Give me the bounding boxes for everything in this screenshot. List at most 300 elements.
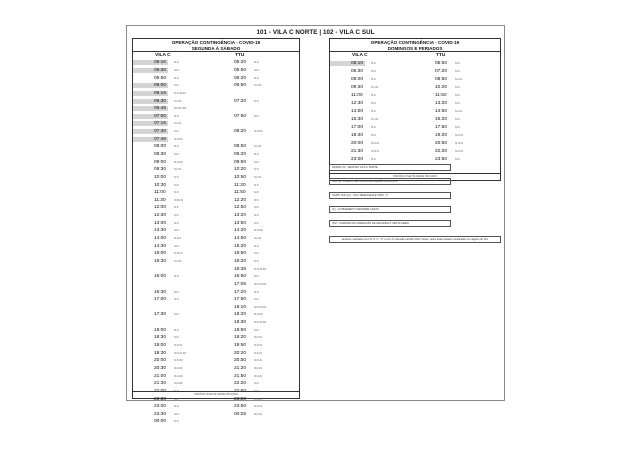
weekday-ttu-route-code: IC-N-S-SV [254, 321, 267, 325]
weekday-vila-c-row [133, 372, 213, 380]
weekday-ttu-route-code: IC-N-S [254, 351, 262, 355]
weekend-vila-c-time: 21:30 [351, 149, 364, 155]
weekend-vila-c-route-code: IC-N-S [371, 141, 379, 145]
weekday-vila-c-row [133, 135, 213, 143]
weekday-ttu-row [213, 143, 299, 151]
legend-note-norte: NORTE (N) - SENTIDO VILA C NORTE [329, 164, 451, 171]
weekday-ttu-row [213, 74, 299, 82]
weekday-col-ttu [213, 53, 299, 426]
timetable-sheet [126, 25, 505, 425]
weekend-ttu-row [414, 59, 500, 67]
weekday-ttu-row [213, 59, 299, 67]
weekday-ttu-row [213, 128, 299, 136]
weekday-ttu-route-code: IC-N-S [254, 366, 262, 370]
weekday-vila-c-route-code: N-S-SV [174, 160, 183, 164]
weekday-vila-c-route-code: S-C-N [174, 99, 182, 103]
weekday-vila-c-time: 12:00 [154, 205, 167, 211]
weekday-ttu-time: 06:50 [234, 83, 247, 89]
weekend-ttu-route-code: S-C-N [455, 109, 463, 113]
weekday-vila-c-time: 14:30 [154, 243, 167, 249]
weekday-vila-c-time: 17:00 [154, 297, 167, 303]
weekday-ttu-time: 18:20 [234, 312, 247, 318]
weekday-ttu-route-code: IC-N-S-SV [254, 282, 267, 286]
weekday-vila-c-time: 21:30 [154, 381, 167, 387]
weekday-ttu-row [213, 410, 299, 418]
weekend-vila-c-time: 14:00 [351, 108, 364, 114]
weekday-vila-c-route-code: N-S [174, 114, 179, 118]
weekday-vila-c-row [133, 395, 213, 403]
weekday-vila-c-route-code: S-N [174, 412, 179, 416]
weekday-vila-c-route-code: S-N [174, 214, 179, 218]
weekday-ttu-route-code: N-S [254, 99, 259, 103]
weekday-vila-c-time: 08:30 [154, 152, 167, 157]
weekend-vila-c-row [330, 139, 414, 147]
weekday-ttu-row [213, 319, 299, 327]
weekday-ttu-route-code: N-S [254, 198, 259, 202]
weekday-vila-c-route-code: N-S [174, 298, 179, 302]
weekday-vila-c-time: 00:00 [154, 419, 167, 425]
weekday-ttu-row [213, 219, 299, 227]
weekday-vila-c-time: 12:30 [154, 213, 167, 219]
weekday-ttu-row [213, 174, 299, 182]
weekday-ttu-route-code: S-N [254, 252, 259, 256]
weekday-vila-c-time: 17:30 [154, 312, 167, 318]
weekend-vila-c-row [330, 107, 414, 115]
weekday-vila-c-route-code: S-N [174, 130, 179, 134]
weekday-ttu-time: 14:50 [234, 236, 247, 242]
weekend-ttu-row [414, 107, 500, 115]
weekday-vila-c-route-code: S-N [174, 68, 179, 72]
weekday-vila-c-route-code: N-S [174, 221, 179, 225]
weekday-vila-c-route-code: S-N-IC-SV [174, 107, 187, 111]
weekday-ttu-time: 22:50 [234, 388, 247, 394]
weekday-ttu-time: 16:20 [234, 258, 247, 264]
weekday-ttu-row [213, 403, 299, 411]
weekend-vila-c-time: 08:00 [351, 76, 364, 82]
weekday-vila-c-row [133, 357, 213, 365]
weekend-col-ttu [414, 53, 500, 164]
weekend-ttu-row [414, 67, 500, 75]
weekday-ttu-time: 15:20 [234, 243, 247, 249]
weekday-ttu-time: 08:50 [234, 144, 247, 150]
weekend-col-vila-c-label: VILA C [352, 53, 368, 58]
weekend-vila-c-route-code: S-C-N [371, 85, 379, 89]
weekday-ttu-row [213, 304, 299, 312]
weekend-header-title: OPERAÇÃO CONTINGÊNCIA - COVID-19 [370, 40, 460, 45]
weekday-ttu-route-code: S-N [254, 275, 259, 279]
weekday-vila-c-route-code: IC-S-N-SV [174, 351, 187, 355]
weekend-ttu-row [414, 83, 500, 91]
weekend-vila-c-route-code: N-S [371, 125, 376, 129]
weekday-ttu-route-code: S-C-N [254, 175, 262, 179]
weekend-ttu-time: 14:50 [435, 108, 448, 114]
weekday-ttu-route-code: S-C-N [254, 237, 262, 241]
weekday-ttu-route-code: N-S [254, 244, 259, 248]
weekend-vila-c-route-code: N-S [371, 61, 376, 65]
weekend-vila-c-row [330, 59, 414, 67]
weekend-vila-c-time: 17:00 [351, 124, 364, 130]
weekday-ttu-time: 15:50 [234, 251, 247, 257]
weekend-ttu-route-code: IC-S-N [455, 141, 463, 145]
weekday-vila-c-route-code: N-S [174, 405, 179, 409]
weekday-ttu-route-code: S-N [254, 298, 259, 302]
weekday-ttu-row [213, 288, 299, 296]
weekday-ttu-time: 20:20 [234, 350, 247, 356]
weekday-ttu-time: 16:50 [234, 274, 247, 280]
weekend-vila-c-time: 23:00 [351, 157, 364, 163]
weekday-header-title: OPERAÇÃO CONTINGÊNCIA - COVID-19 [171, 40, 261, 45]
weekday-vila-c-route-code: S-C-N [174, 122, 182, 126]
weekend-ttu-row [414, 139, 500, 147]
weekend-vila-c-row [330, 115, 414, 123]
weekday-vila-c-row [133, 90, 213, 98]
weekday-vila-c-time: 13:30 [154, 228, 167, 234]
weekday-ttu-time: 18:30 [234, 320, 247, 326]
weekday-ttu-time: 10:50 [234, 174, 247, 180]
weekday-ttu-row [213, 197, 299, 205]
weekday-vila-c-row [133, 380, 213, 388]
weekday-ttu-route-code: N-S [254, 168, 259, 172]
weekday-vila-c-route-code: S-SV-N [174, 198, 183, 202]
weekday-vila-c-row [133, 334, 213, 342]
weekday-footer: HORÁRIO VIGENTE DESDE 05/01/2020 [133, 391, 299, 396]
weekday-ttu-row [213, 365, 299, 373]
weekday-ttu-row [213, 82, 299, 90]
weekend-ttu-row [414, 123, 500, 131]
weekday-ttu-time: 13:50 [234, 220, 247, 226]
weekday-ttu-row [213, 189, 299, 197]
weekend-ttu-row [414, 75, 500, 83]
weekday-vila-c-route-code: N-SV-S [174, 252, 183, 256]
weekday-vila-c-route-code: N-S-SV [174, 374, 183, 378]
weekday-ttu-row [213, 258, 299, 266]
weekday-vila-c-time: 16:00 [154, 274, 167, 280]
weekday-vila-c-route-code: N-S-SV [174, 359, 183, 363]
weekend-vila-c-row [330, 91, 414, 99]
weekday-ttu-route-code: N-S [254, 153, 259, 156]
weekend-vila-c-row [330, 156, 414, 164]
weekday-vila-c-row [133, 410, 213, 418]
weekend-ttu-row [414, 99, 500, 107]
weekday-ttu-time: 14:20 [234, 228, 247, 234]
weekday-vila-c-route-code: S-N [174, 229, 179, 233]
weekday-ttu-row [213, 166, 299, 174]
weekday-vila-c-time: 09:30 [154, 167, 167, 173]
weekday-ttu-route-code: S-N [254, 328, 259, 332]
weekend-ttu-row [414, 91, 500, 99]
weekday-ttu-row [213, 90, 299, 98]
weekday-vila-c-time: 14:00 [154, 236, 167, 242]
weekday-vila-c-time: 06:15 [133, 91, 168, 96]
weekday-vila-c-time: 22:30 [154, 396, 167, 402]
weekday-ttu-route-code: IC-S-N [254, 359, 262, 363]
weekday-vila-c-row [133, 151, 213, 159]
weekday-vila-c-row [133, 82, 213, 90]
weekday-ttu-route-code: N-S [254, 259, 259, 263]
weekday-ttu-row [213, 334, 299, 342]
weekday-ttu-route-code: IC-N-S [254, 336, 262, 340]
weekday-ttu-route-code: IC-N-S [254, 412, 262, 416]
weekday-vila-c-row [133, 166, 213, 174]
weekday-ttu-time: 06:20 [234, 75, 247, 81]
weekend-vila-c-time: 12:30 [351, 100, 364, 106]
weekday-columns [133, 53, 299, 426]
weekend-ttu-time: 22:20 [435, 149, 448, 155]
weekday-vila-c-row [133, 296, 213, 304]
weekday-ttu-row [213, 265, 299, 273]
weekday-vila-c-row [133, 281, 213, 289]
weekday-vila-c-route-code: IC-S-N [174, 344, 182, 348]
weekend-ttu-route-code: S-N [455, 93, 460, 97]
weekend-header-subtitle: DOMINGOS E FERIADOS [387, 45, 443, 51]
weekend-vila-c-row [330, 75, 414, 83]
weekday-ttu-time: 23:50 [234, 404, 247, 410]
weekend-footer: HORÁRIO VIGENTE DESDE 05/01/2020 [330, 173, 500, 178]
weekend-vila-c-row [330, 131, 414, 139]
weekend-ttu-route-code: N-S [455, 85, 460, 89]
weekday-vila-c-row [133, 265, 213, 273]
weekday-vila-c-route-code: S-N [174, 183, 179, 187]
weekday-vila-c-row [133, 158, 213, 166]
weekday-vila-c-route-code: N-S [174, 61, 179, 65]
weekend-col-ttu-label: TTU [436, 53, 446, 58]
weekend-ttu-time: 16:20 [435, 116, 448, 122]
weekend-vila-c-time: 20:00 [351, 140, 364, 146]
weekday-col-vila-c [133, 53, 213, 426]
weekday-ttu-row [213, 242, 299, 250]
weekday-ttu-row [213, 273, 299, 281]
weekday-vila-c-row [133, 181, 213, 189]
weekday-vila-c-row [133, 143, 213, 151]
weekday-ttu-time: 17:05 [234, 281, 247, 287]
weekday-vila-c-route-code: S-N [174, 313, 179, 317]
weekday-vila-c-time: 19:00 [154, 343, 167, 349]
weekend-ttu-time: 10:20 [435, 84, 448, 90]
weekday-vila-c-time: 11:00 [154, 190, 166, 196]
weekday-vila-c-time: 23:30 [154, 411, 167, 417]
weekend-col-vila-c [330, 53, 414, 164]
weekday-vila-c-time: 06:45 [133, 106, 168, 111]
weekday-header [133, 39, 299, 52]
weekday-ttu-route-code: N-S [254, 183, 259, 187]
weekday-vila-c-row [133, 250, 213, 258]
weekday-vila-c-row [133, 112, 213, 120]
weekday-ttu-time: 10:20 [234, 167, 247, 173]
weekday-col-vila-c-label: VILA C [155, 53, 171, 58]
weekday-vila-c-route-code: S-N-SV [174, 382, 183, 386]
weekday-vila-c-row [133, 242, 213, 250]
weekday-vila-c-row [133, 219, 213, 227]
weekday-vila-c-row [133, 342, 213, 350]
weekday-ttu-time: 18:10 [234, 304, 247, 310]
weekday-ttu-time: 17:50 [234, 297, 247, 303]
weekday-ttu-route-code: S-C-N [254, 145, 262, 149]
weekday-ttu-row [213, 212, 299, 220]
weekday-vila-c-row [133, 304, 213, 312]
weekday-vila-c-route-code: S-N [174, 397, 179, 401]
weekend-ttu-route-code: IC-N-S [455, 150, 463, 154]
weekday-vila-c-route-code: N-S-SV [174, 137, 183, 141]
weekday-ttu-row [213, 395, 299, 403]
weekday-vila-c-route-code: N-S [174, 389, 179, 393]
weekday-vila-c-route-code: N-S-C [174, 237, 182, 241]
weekday-ttu-row [213, 67, 299, 75]
weekend-vila-c-route-code: IC-S-N [371, 150, 379, 154]
weekday-ttu-route-code: N-S [254, 76, 259, 80]
weekday-ttu-time: 12:20 [234, 197, 247, 203]
weekday-ttu-route-code: IC-N-S-SV [254, 305, 267, 309]
weekend-ttu-time: 17:50 [435, 124, 448, 130]
weekday-vila-c-time: 05:50 [154, 75, 167, 81]
weekday-vila-c-list [133, 59, 213, 426]
weekend-vila-c-route-code: S-N [371, 101, 376, 105]
weekend-ttu-route-code: IC-N-S [455, 133, 463, 137]
weekday-ttu-route-code: S-N [254, 221, 259, 225]
weekday-ttu-time: 21:20 [234, 365, 247, 371]
weekday-vila-c-route-code: N-S-SV-IC [174, 91, 187, 95]
weekend-vila-c-row [330, 99, 414, 107]
weekend-ttu-time: 19:20 [435, 132, 448, 138]
weekday-ttu-row [213, 326, 299, 334]
weekday-ttu-time: 23:20 [234, 396, 247, 402]
weekday-vila-c-time: 10:00 [154, 174, 167, 180]
weekday-vila-c-route-code: S-N-SV [174, 366, 183, 370]
weekday-vila-c-route-code: S-N [174, 153, 179, 156]
weekend-vila-c-time: 06:30 [351, 68, 364, 74]
weekend-vila-c-route-code: S-N [371, 69, 376, 73]
weekday-ttu-route-code: N-S [254, 214, 259, 218]
weekday-vila-c-route-code: S-C-N [174, 168, 182, 172]
weekday-ttu-route-code: N-S [254, 290, 259, 294]
weekday-vila-c-row [133, 311, 213, 319]
weekday-vila-c-row [133, 273, 213, 281]
weekend-ttu-time: 07:20 [435, 68, 448, 74]
weekend-panel [329, 38, 501, 181]
weekday-vila-c-row [133, 349, 213, 357]
weekday-vila-c-route-code: S-C-N [174, 259, 182, 263]
weekend-vila-c-route-code: N-S [371, 93, 376, 97]
weekend-vila-c-row [330, 83, 414, 91]
weekday-vila-c-row [133, 258, 213, 266]
weekday-header-subtitle: SEGUNDA À SÁBADO [191, 45, 241, 51]
weekend-ttu-row [414, 156, 500, 164]
weekday-vila-c-time: 22:00 [154, 388, 167, 394]
weekend-ttu-time: 13:20 [435, 100, 448, 106]
weekday-vila-c-row [133, 74, 213, 82]
weekday-ttu-route-code: S-C-N [254, 84, 262, 88]
weekday-ttu-row [213, 97, 299, 105]
weekday-vila-c-time: 11:30 [154, 197, 166, 203]
weekday-ttu-row [213, 311, 299, 319]
weekday-ttu-row [213, 281, 299, 289]
weekday-vila-c-route-code: S-N [174, 244, 179, 248]
weekday-vila-c-row [133, 189, 213, 197]
weekday-vila-c-time: 20:00 [154, 358, 167, 364]
weekend-ttu-route-code: N-S [455, 117, 460, 121]
weekday-vila-c-route-code: N-S [174, 206, 179, 210]
weekend-ttu-route-code: S-C-N [455, 77, 463, 81]
weekend-ttu-row [414, 131, 500, 139]
weekday-vila-c-time: 08:00 [154, 144, 167, 150]
weekday-ttu-row [213, 105, 299, 113]
weekday-vila-c-time: 06:30 [133, 99, 168, 104]
weekday-ttu-list [213, 59, 299, 418]
page-title: 101 - VILA C NORTE | 102 - VILA C SUL [256, 29, 375, 36]
weekday-vila-c-time: 21:00 [154, 373, 167, 379]
weekday-vila-c-route-code: N-S [174, 76, 179, 80]
weekend-vila-c-row [330, 67, 414, 75]
weekend-vila-c-time: 15:30 [351, 116, 364, 122]
weekday-ttu-time: 09:20 [234, 152, 247, 157]
legend-note-long: Horários marcados com N, S, C, "C" e com N. Atenção sentido Vila C Norte, pelos quais passem sinalizados os viagens do Sul. [329, 236, 501, 243]
weekday-ttu-row [213, 349, 299, 357]
weekday-ttu-time: 07:20 [234, 98, 247, 104]
weekday-ttu-row [213, 342, 299, 350]
weekend-ttu-list [414, 59, 500, 164]
weekday-vila-c-route-code: S-N [174, 290, 179, 294]
weekday-vila-c-row [133, 120, 213, 128]
weekday-ttu-row [213, 250, 299, 258]
weekday-ttu-route-code: IC-S-N [254, 405, 262, 409]
weekday-vila-c-route-code: S-N [174, 84, 179, 88]
weekday-ttu-row [213, 235, 299, 243]
weekday-ttu-row [213, 227, 299, 235]
weekday-vila-c-time: 18:30 [154, 335, 167, 341]
weekday-ttu-time: 00:25 [234, 411, 247, 417]
weekday-vila-c-time: 23:00 [154, 404, 167, 410]
weekend-vila-c-time: 05:10 [330, 61, 365, 66]
weekday-ttu-row [213, 120, 299, 128]
weekday-vila-c-row [133, 288, 213, 296]
weekday-ttu-route-code: N-S [254, 61, 259, 65]
weekday-ttu-route-code: IC-N-S [254, 397, 262, 401]
weekday-ttu-time: 13:20 [234, 213, 247, 219]
weekend-vila-c-route-code: N-S [371, 109, 376, 113]
weekday-ttu-row [213, 158, 299, 166]
weekday-vila-c-time: 15:00 [154, 251, 167, 257]
weekday-vila-c-route-code: N-S [174, 328, 179, 332]
weekend-ttu-time: 05:50 [435, 60, 448, 66]
weekend-vila-c-route-code: S-C-N [371, 117, 379, 121]
weekday-ttu-time: 12:50 [234, 205, 247, 211]
weekday-vila-c-time: 15:30 [154, 258, 167, 264]
weekday-ttu-time: 17:20 [234, 289, 247, 295]
weekday-vila-c-row [133, 204, 213, 212]
weekday-ttu-time: 19:50 [234, 343, 247, 349]
weekday-ttu-route-code: S-N [254, 114, 259, 118]
weekday-vila-c-row [133, 235, 213, 243]
weekday-ttu-row [213, 151, 299, 159]
weekday-vila-c-row [133, 174, 213, 182]
weekday-ttu-row [213, 357, 299, 365]
weekday-vila-c-time: 09:00 [154, 159, 167, 165]
weekday-vila-c-row [133, 403, 213, 411]
weekend-vila-c-time: 09:30 [351, 84, 364, 90]
weekday-ttu-time: 22:20 [234, 381, 247, 387]
weekday-ttu-route-code: N-S-SV [254, 130, 263, 134]
weekday-ttu-route-code: S-N [254, 382, 259, 386]
weekday-ttu-time: 20:50 [234, 358, 247, 364]
weekday-vila-c-row [133, 59, 213, 67]
weekday-vila-c-route-code: N-S [174, 275, 179, 279]
weekday-vila-c-route-code: N-S [174, 420, 179, 424]
weekday-vila-c-time: 07:00 [133, 114, 168, 119]
weekday-ttu-route-code: IC-S-N [254, 344, 262, 348]
weekday-vila-c-row [133, 326, 213, 334]
weekend-ttu-time: 20:50 [435, 140, 448, 146]
weekday-ttu-time: 16:35 [234, 266, 247, 272]
weekday-ttu-route-code: IC-S-N [254, 374, 262, 378]
